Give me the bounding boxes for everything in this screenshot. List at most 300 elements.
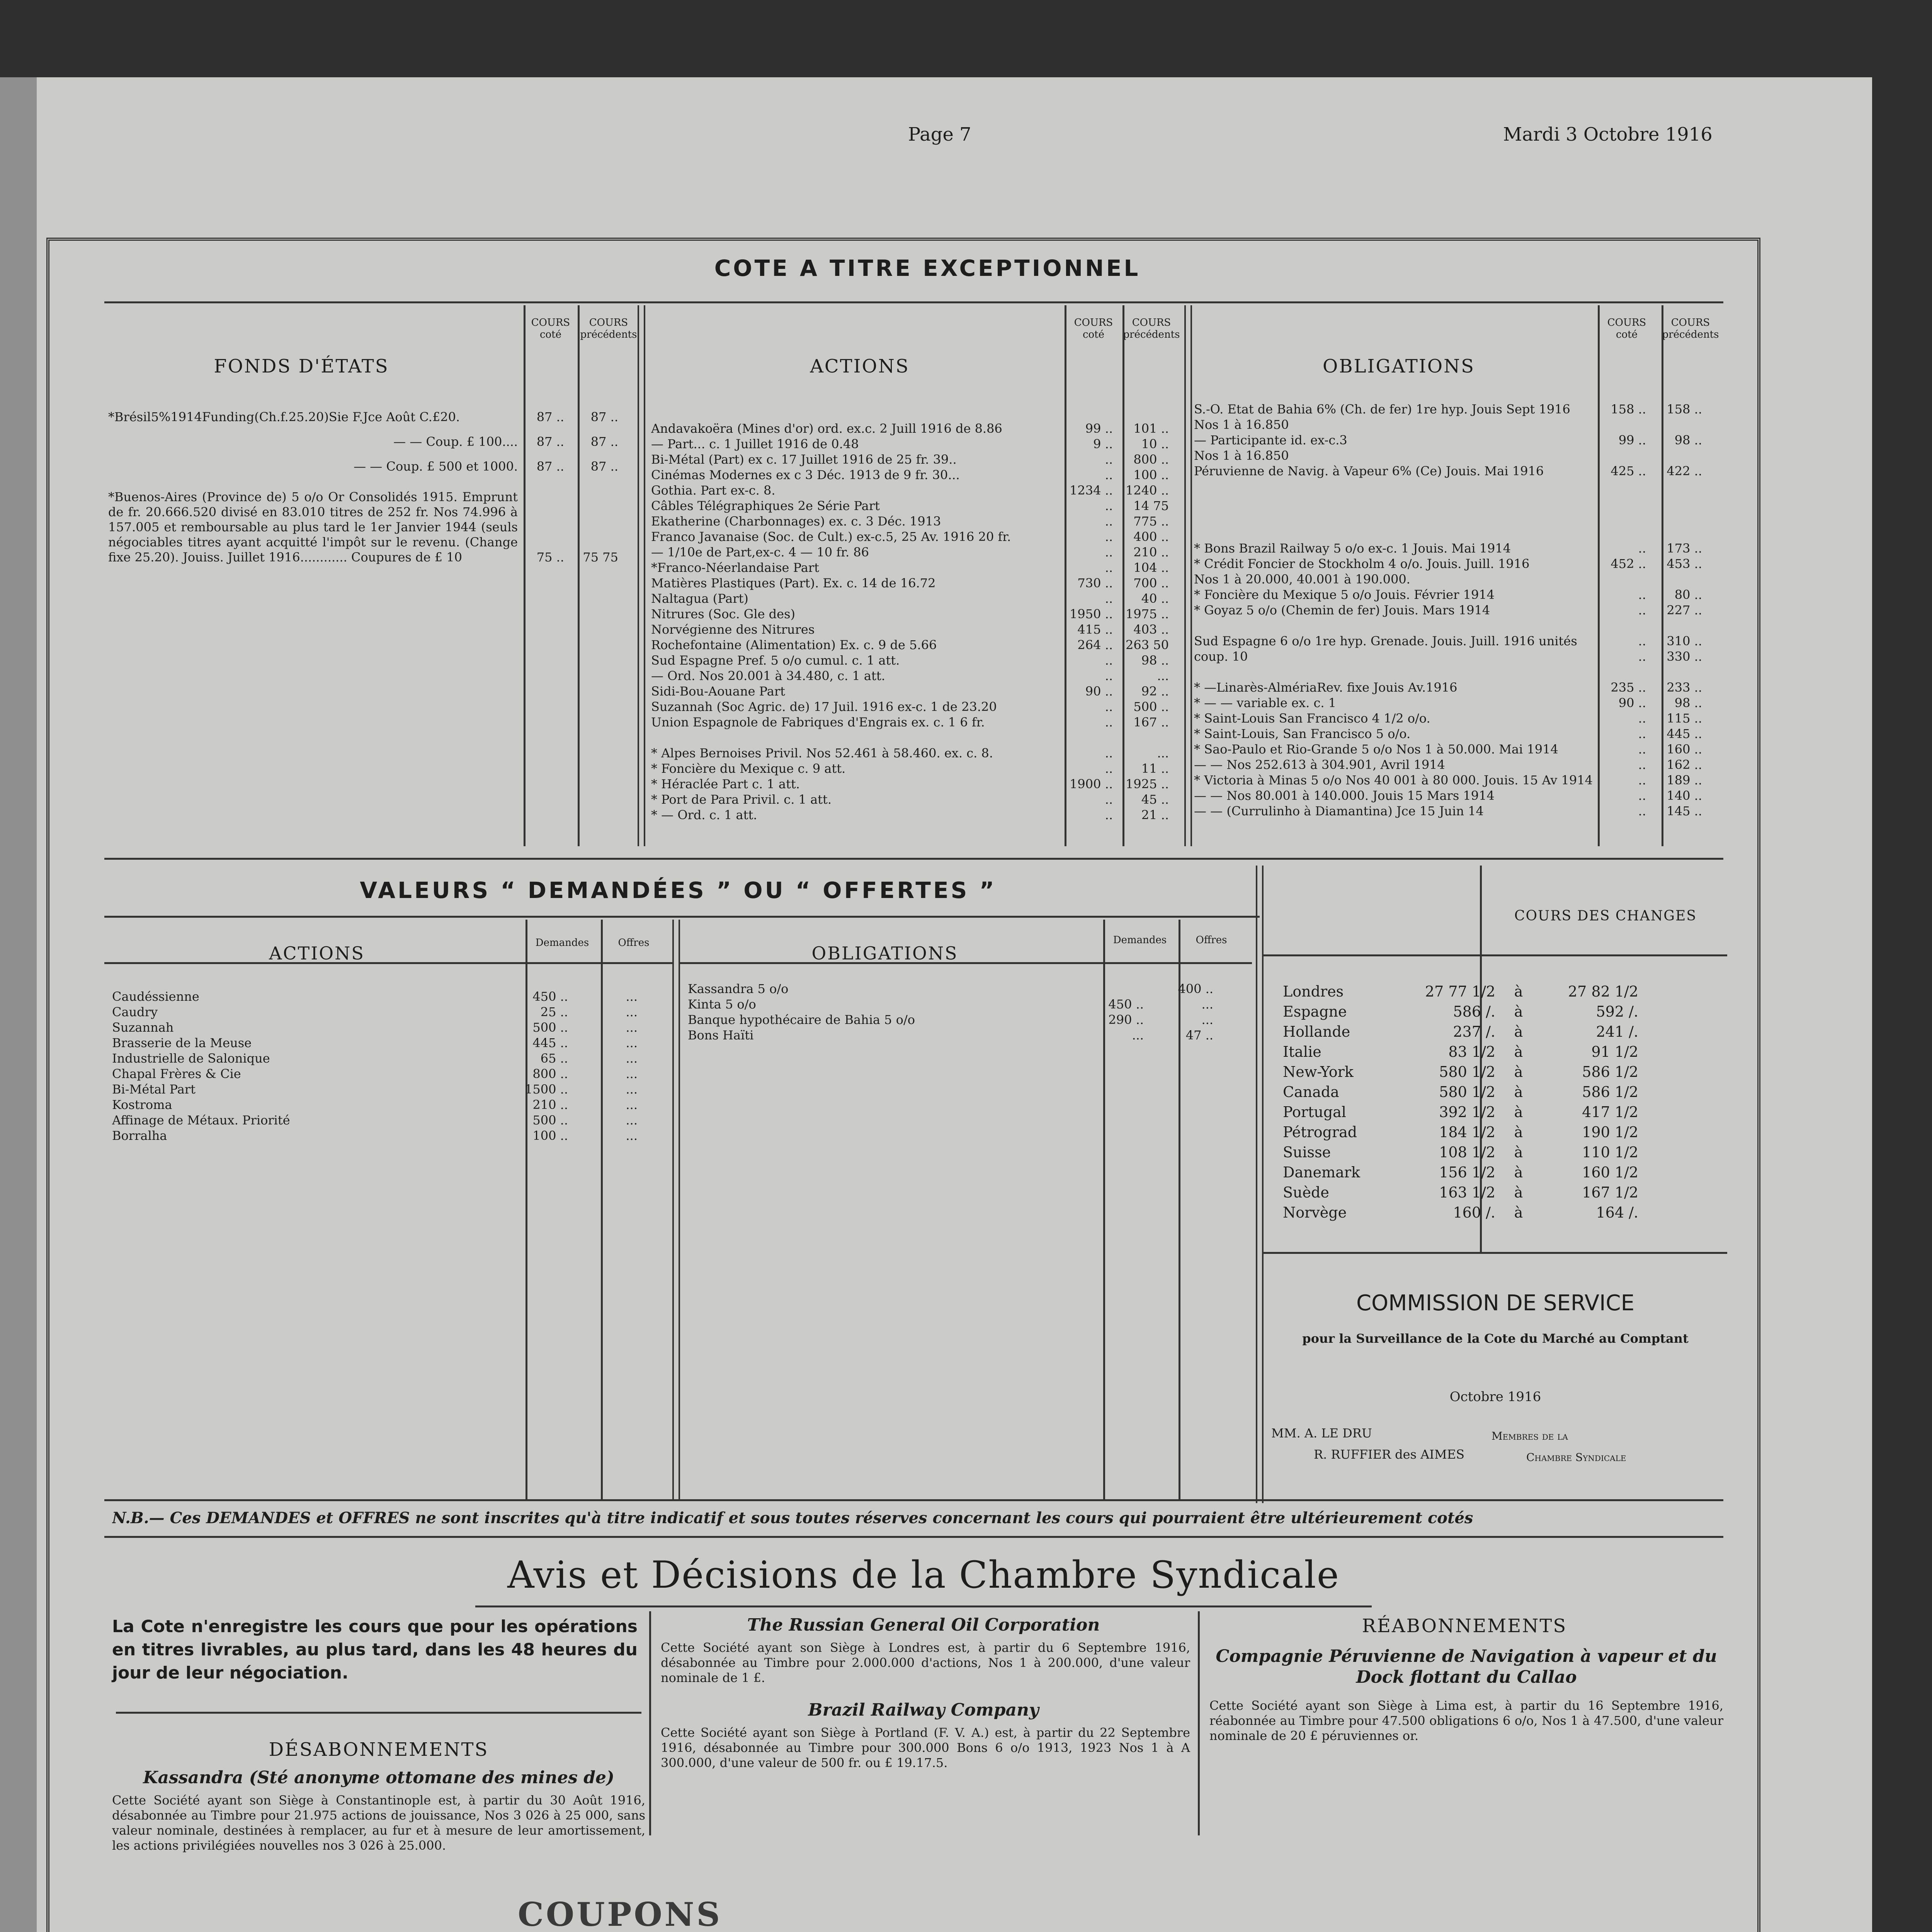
list-item [1194,510,1723,526]
list-item [651,591,1180,607]
security-name: Chapal Frères & Cie [112,1066,241,1081]
security-name: * Crédit Foncier de Stockholm 4 o/o. Jouis. Juill. 1916 [1194,556,1530,571]
cours-cote-label: COURS coté [1074,317,1113,340]
rule [578,305,580,846]
cours-precedent: 700 .. [1133,576,1169,590]
rule [1256,866,1264,1503]
offre-value: ... [626,1082,638,1097]
rate-high: 586 1/2 [1582,1063,1638,1080]
cours-precedent: 1975 .. [1126,607,1169,621]
demande-value: 500 .. [532,1113,568,1128]
separator: à [1514,1164,1523,1181]
security-name: Rochefontaine (Alimentation) Ex. c. 9 de 5.66 [651,638,937,652]
rate-low: 27 77 1/2 [1425,983,1495,1000]
list-item [112,989,668,1005]
cours-cote: 87 .. [536,434,564,449]
cours-precedent: 167 .. [1133,715,1169,730]
cours-precedent: 21 .. [1141,808,1169,822]
security-name: coup. 10 [1194,649,1248,664]
cours-prec-label: COURS précédents [1123,317,1180,340]
currency: Suisse [1283,1144,1331,1161]
cours-cote: 1950 .. [1070,607,1113,621]
rule [1198,1611,1200,1835]
demande-value: 290 .. [1108,1012,1144,1027]
security-name: * Alpes Bernoises Privil. Nos 52.461 à 58.460. ex. c. 8. [651,746,993,760]
security-name: Nitrures (Soc. Gle des) [651,607,795,621]
cours-cote: 90 .. [1085,684,1113,699]
rule [672,920,680,1499]
list-item [651,699,1180,715]
cours-precedent: 101 .. [1133,421,1169,436]
rate-low: 580 1/2 [1439,1063,1495,1080]
list-item [651,545,1180,560]
cours-cote: 9 .. [1093,437,1113,451]
cours-cote: .. [1638,804,1646,818]
cours-cote: .. [1105,529,1113,544]
list-item [651,560,1180,576]
rate-low: 237 /. [1453,1023,1495,1040]
list-item [688,981,1248,997]
list-item [1194,773,1723,788]
rate-low: 160 /. [1453,1204,1495,1221]
rule [524,305,526,846]
security-name: Nos 1 à 16.850 [1194,417,1289,432]
cours-precedent: 210 .. [1133,545,1169,560]
list-item [651,653,1180,668]
security-name: Franco Javanaise (Soc. de Cult.) ex-c.5, 25 Av. 1916 20 fr. [651,529,1011,544]
offre-value: ... [626,989,638,1004]
list-item [112,1005,668,1020]
cours-cote: .. [1105,746,1113,760]
security-name [1194,618,1594,634]
list-item [1194,726,1723,742]
list-item [651,684,1180,699]
commission-title: COMMISSION DE SERVICE [1356,1291,1635,1316]
cours-cote [1594,526,1646,541]
list-item [1194,433,1723,448]
cours-cote [1594,510,1646,526]
table-row [1279,981,1642,1002]
cours-cote: .. [1638,649,1646,664]
list-item [112,1128,668,1144]
currency: Hollande [1283,1023,1350,1040]
rate-high: 586 1/2 [1582,1083,1638,1100]
rate-high: 167 1/2 [1582,1184,1638,1201]
cours-cote [1594,618,1646,634]
security-name: * Bons Brazil Railway 5 o/o ex-c. 1 Jouis. Mai 1914 [1194,541,1511,556]
demande-value: 450 .. [532,989,568,1004]
issue-date: Mardi 3 Octobre 1916 [1503,124,1713,145]
cours-precedent: 227 .. [1667,603,1702,617]
cours-precedent [1646,495,1702,510]
cours-precedent: 445 .. [1667,726,1702,741]
list-item [1194,680,1723,696]
cours-cote [1594,448,1646,464]
currency: New-York [1283,1063,1354,1080]
cours-cote: 235 .. [1611,680,1646,695]
list-item [651,468,1180,483]
cours-precedent: 189 .. [1667,773,1702,787]
list-item [651,498,1180,514]
cours-cote: .. [1638,788,1646,803]
binding-edge [0,77,37,1932]
changes-title: COURS DES CHANGES [1514,908,1697,924]
list-item [1194,526,1723,541]
security-name [1194,479,1594,495]
cours-cote: 1900 .. [1070,777,1113,791]
list-item [688,1028,1248,1043]
security-name: Sud Espagne 6 o/o 1re hyp. Grenade. Jouis. Juill. 1916 unités [1194,634,1577,648]
rule [475,1605,1372,1607]
commission-subtitle: pour la Surveillance de la Cote du Marché au Comptant [1302,1331,1689,1346]
list-item [1194,634,1723,649]
list-item [108,434,638,449]
offre-value: ... [626,1066,638,1081]
currency: Pétrograd [1283,1124,1357,1141]
security-name: Brasserie de la Meuse [112,1036,252,1050]
list-item [1194,556,1723,572]
security-name: * Port de Para Privil. c. 1 att. [651,792,832,807]
table-row [1279,1022,1642,1042]
cours-precedent: 263 50 [1126,638,1169,652]
offre-value: ... [626,1128,638,1143]
rule [104,301,1723,303]
valeurs-actions-list [112,989,668,1144]
rate-high: 27 82 1/2 [1568,983,1638,1000]
fonds-heading: FONDS D'ÉTATS [214,355,389,377]
separator: à [1514,983,1523,1000]
cours-precedent: 453 .. [1667,556,1702,571]
separator: à [1514,1104,1523,1121]
cours-cote: .. [1105,514,1113,529]
list-item [112,1066,668,1082]
currency: Portugal [1283,1104,1346,1121]
list-item [1194,804,1723,819]
cours-precedent: 160 .. [1667,742,1702,757]
list-item [1194,464,1723,479]
demande-value: 210 .. [532,1097,568,1112]
rule [680,962,1252,964]
list-item [1194,479,1723,495]
demande-value: 100 .. [532,1128,568,1143]
security-name: — — Coup. £ 500 et 1000. [354,459,518,474]
avis-intro: La Cote n'enregistre les cours que pour les opérations en titres livrables, au plus tard, dans les 48 heures du jour de leur négociation. [112,1617,638,1683]
rate-high: 160 1/2 [1582,1164,1638,1181]
cours-precedent: 115 .. [1667,711,1702,726]
security-name: * Goyaz 5 o/o (Chemin de fer) Jouis. Mars 1914 [1194,603,1490,617]
list-item [651,808,1180,823]
rate-high: 190 1/2 [1582,1124,1638,1141]
security-name: Sidi-Bou-Aouane Part [651,684,785,699]
rule [649,1611,651,1835]
cours-cote: .. [1105,653,1113,668]
cours-cote: .. [1105,668,1113,683]
brazil-title: Brazil Railway Company [808,1700,1039,1720]
separator: à [1514,1003,1523,1020]
list-item [1194,696,1723,711]
cours-cote [1594,572,1646,587]
security-name [651,730,1061,746]
list-item [1194,402,1723,417]
demande-value: 500 .. [532,1020,568,1035]
list-item [112,1020,668,1036]
offre-value: ... [1201,1012,1213,1027]
cours-cote: 99 .. [1085,421,1113,436]
cours-precedent: 500 .. [1133,699,1169,714]
security-name: * — Ord. c. 1 att. [651,808,757,822]
list-item [1194,587,1723,603]
list-item [112,1082,668,1097]
cours-cote [1594,417,1646,433]
security-name: — Ord. Nos 20.001 à 34.480, c. 1 att. [651,668,885,683]
cours-cote: 87 .. [536,410,564,424]
security-name: — — Coup. £ 100.... [393,434,518,449]
security-name: Bons Haïti [688,1028,754,1043]
cours-precedent: ... [1157,746,1169,760]
demande-value [1090,981,1144,997]
cours-precedent: 800 .. [1133,452,1169,467]
security-name: — — Nos 80.001 à 140.000. Jouis 15 Mars 1914 [1194,788,1495,803]
security-name: Union Espagnole de Fabriques d'Engrais ex. c. 1 6 fr. [651,715,985,730]
rate-high: 110 1/2 [1582,1144,1638,1161]
cours-cote: .. [1638,773,1646,787]
currency: Canada [1283,1083,1339,1100]
security-name: Bi-Métal Part [112,1082,196,1097]
security-name: Kostroma [112,1097,172,1112]
cours-precedent: 400 .. [1133,529,1169,544]
avis-title: Avis et Décisions de la Chambre Syndicale [507,1553,1340,1597]
list-item [112,1097,668,1113]
demande-value: 450 .. [1108,997,1144,1012]
list-item [651,576,1180,591]
currency: Norvège [1283,1204,1347,1221]
cours-cote: .. [1105,761,1113,776]
security-name: Borralha [112,1128,167,1143]
security-name: *Buenos-Aires (Province de) 5 o/o Or Consolidés 1915. Emprunt de fr. 20.666.520 divisé en 83.010 titres de 252 fr. Nos 74.996 à 157.005 et remboursable au plus tard le 1er Janvier 1944 (seuls négociables titres ayant acquitté l'impôt sur le revenu. (Change fixe 25.20). Jouiss. Juillet 1916............ Coupures de £ 10 [108,490,518,565]
list-item [1194,788,1723,804]
rate-low: 108 1/2 [1439,1144,1495,1161]
security-name: Banque hypothécaire de Bahia 5 o/o [688,1012,915,1027]
security-name: *Brésil5%1914Funding(Ch.f.25.20)Sie F.Jce Août C.£20. [108,410,460,424]
security-name: Gothia. Part ex-c. 8. [651,483,776,498]
separator: à [1514,1063,1523,1080]
cours-precedent: 162 .. [1667,757,1702,772]
cours-cote: 90 .. [1618,696,1646,710]
cote-title: COTE A TITRE EXCEPTIONNEL [714,255,1141,281]
security-name: *Franco-Néerlandaise Part [651,560,819,575]
cours-cote-label: COURS coté [531,317,570,340]
cours-precedent: 98 .. [1674,696,1702,710]
cours-precedent [1646,510,1702,526]
cours-cote: .. [1638,711,1646,726]
desab-text: Cette Société ayant son Siège à Constantinople est, à partir du 30 Août 1916, désabonnée au Timbre pour 21.975 actions de jouissance, Nos 3 026 à 25 000, sans valeur nominale, destinées à remplacer, au fur et à mesure de leur amortissement, les actions privilégiées nouvelles nos 3 026 à 25.000. [112,1793,645,1853]
rate-high: 417 1/2 [1582,1104,1638,1121]
offre-value: ... [626,1113,638,1128]
list-item [651,529,1180,545]
cours-precedent: 87 .. [590,410,618,424]
reab-title: RÉABONNEMENTS [1362,1615,1567,1637]
cours-precedent [1646,618,1702,634]
nb-note: N.B.— Ces DEMANDES et OFFRES ne sont inscrites qu'à titre indicatif et sous toutes réserves concernant les cours qui pourraient être ultérieurement cotés [112,1509,1473,1527]
security-name: Kassandra 5 o/o [688,981,789,996]
cours-cote: .. [1638,603,1646,617]
cours-cote: 87 .. [536,459,564,474]
list-item [108,410,638,425]
offres-label: Offres [1196,934,1227,946]
list-item [651,421,1180,437]
cours-cote: .. [1638,587,1646,602]
cours-cote: .. [1105,715,1113,730]
cours-cote [1594,495,1646,510]
cours-cote-label: COURS coté [1607,317,1646,340]
changes-table [1279,981,1719,1223]
demande-value: 25 .. [540,1005,568,1019]
cours-precedent: 1240 .. [1126,483,1169,498]
cours-precedent: 1925 .. [1126,777,1169,791]
cours-prec-label: COURS précédents [580,317,637,340]
list-item [108,459,638,474]
brazil-text: Cette Société ayant son Siège à Portland (F. V. A.) est, à partir du 22 Septembre 1916, désabonnée au Timbre pour 300.000 Bons 6 o/o 1913, 1923 Nos 1 à A 300.000, d'une valeur de 500 fr. ou £ 19.17.5. [661,1725,1190,1770]
offre-value: ... [626,1005,638,1019]
list-item [1194,448,1723,464]
cours-precedent: 310 .. [1667,634,1702,648]
list-item [112,1051,668,1066]
offre-value: ... [626,1051,638,1066]
list-item [651,452,1180,468]
security-name: Nos 1 à 20.000, 40.001 à 190.000. [1194,572,1410,587]
cours-cote: 425 .. [1611,464,1646,478]
cours-cote: 415 .. [1077,622,1113,637]
security-name: — — (Currulinho à Diamantina) Jce 15 Juin 14 [1194,804,1484,818]
security-name: Câbles Télégraphiques 2e Série Part [651,498,880,513]
list-item [1194,495,1723,510]
list-item [651,715,1180,730]
cours-precedent: 14 75 [1133,498,1169,513]
list-item [1194,757,1723,773]
security-name: Caudry [112,1005,158,1019]
list-item [112,1036,668,1051]
currency: Espagne [1283,1003,1347,1020]
changes-rows [1279,981,1642,1223]
security-name: Naltagua (Part) [651,591,748,606]
actions-list [651,421,1180,823]
cours-cote: 1234 .. [1070,483,1113,498]
cours-precedent: 11 .. [1141,761,1169,776]
security-name: * Foncière du Mexique c. 9 att. [651,761,846,776]
separator: à [1514,1043,1523,1060]
rate-high: 241 /. [1596,1023,1638,1040]
cours-precedent: 104 .. [1133,560,1169,575]
cours-precedent: 775 .. [1133,514,1169,529]
cours-cote: .. [1105,545,1113,560]
offre-value: 47 .. [1185,1028,1213,1043]
security-name: Suzannah [112,1020,174,1035]
cours-cote: .. [1638,757,1646,772]
list-item [651,437,1180,452]
list-item [1194,541,1723,556]
rate-low: 163 1/2 [1439,1184,1495,1201]
cours-cote: 99 .. [1618,433,1646,447]
table-row [1279,1202,1642,1223]
cours-precedent: 87 .. [590,434,618,449]
cours-precedent: 233 .. [1667,680,1702,695]
demande-value: 1500 .. [525,1082,568,1097]
demande-value: ... [1132,1028,1144,1043]
list-item [651,514,1180,529]
security-name: * Foncière du Mexique 5 o/o Jouis. Février 1914 [1194,587,1495,602]
commission-members: MM. A. LE DRU [1271,1426,1372,1440]
offre-value: ... [626,1036,638,1050]
security-name: * —Linarès-AlmériaRev. fixe Jouis Av.1916 [1194,680,1458,695]
security-name: Nos 1 à 16.850 [1194,448,1289,463]
cours-cote: .. [1105,498,1113,513]
demandes-label: Demandes [535,937,589,949]
cours-cote: .. [1638,726,1646,741]
valeurs-obligations-list [688,981,1248,1043]
page-number: Page 7 [908,124,971,145]
rule [1184,305,1192,846]
cours-precedent: 92 .. [1141,684,1169,699]
cours-cote: .. [1105,560,1113,575]
cours-prec-label: COURS précédents [1662,317,1719,340]
cours-cote: .. [1105,792,1113,807]
separator: à [1514,1083,1523,1100]
security-name: Matières Plastiques (Part). Ex. c. 14 de 16.72 [651,576,936,590]
table-row [1279,1062,1642,1082]
russian-title: The Russian General Oil Corporation [747,1615,1100,1635]
table-row [1279,1082,1642,1102]
cours-precedent: 75 75 [583,550,618,565]
table-row [1279,1002,1642,1022]
security-name: Industrielle de Salonique [112,1051,270,1066]
reab-company: Compagnie Péruvienne de Navigation à vapeur et du Dock flottant du Callao [1216,1646,1717,1687]
security-name: * Saint-Louis San Francisco 4 1/2 o/o. [1194,711,1430,726]
security-name: Affinage de Métaux. Priorité [112,1113,290,1128]
security-name: — 1/10e de Part,ex-c. 4 — 10 fr. 86 [651,545,869,560]
security-name [1194,665,1594,680]
demande-value: 445 .. [532,1036,568,1050]
list-item [688,1012,1248,1028]
cours-cote: .. [1638,634,1646,648]
reab-text: Cette Société ayant son Siège à Lima est, à partir du 16 Septembre 1916, réabonnée au Timbre pour 47.500 obligations 6 o/o, Nos 1 à 47.500, d'une valeur nominale de 20 £ péruviennes or. [1209,1698,1723,1743]
security-name: Kinta 5 o/o [688,997,756,1012]
table-row [1279,1142,1642,1162]
list-item [651,607,1180,622]
rate-low: 156 1/2 [1439,1164,1495,1181]
currency: Italie [1283,1043,1321,1060]
list-item [1194,572,1723,587]
cours-cote: 75 .. [536,550,564,565]
list-item [651,668,1180,684]
cours-precedent: ... [1157,668,1169,683]
list-item [1194,742,1723,757]
cours-cote [1594,665,1646,680]
cours-cote: 264 .. [1077,638,1113,652]
separator: à [1514,1023,1523,1040]
fonds-list [108,410,638,565]
commission-month: Octobre 1916 [1449,1389,1541,1405]
cours-precedent: 45 .. [1141,792,1169,807]
list-item [651,483,1180,498]
valeurs-actions-heading: ACTIONS [269,943,365,964]
list-item [1194,417,1723,433]
obligations-heading: OBLIGATIONS [1322,355,1475,377]
table-row [1279,1042,1642,1062]
list-item [651,777,1180,792]
cours-precedent: 145 .. [1667,804,1702,818]
rule [116,1712,641,1714]
security-name [1194,510,1594,526]
